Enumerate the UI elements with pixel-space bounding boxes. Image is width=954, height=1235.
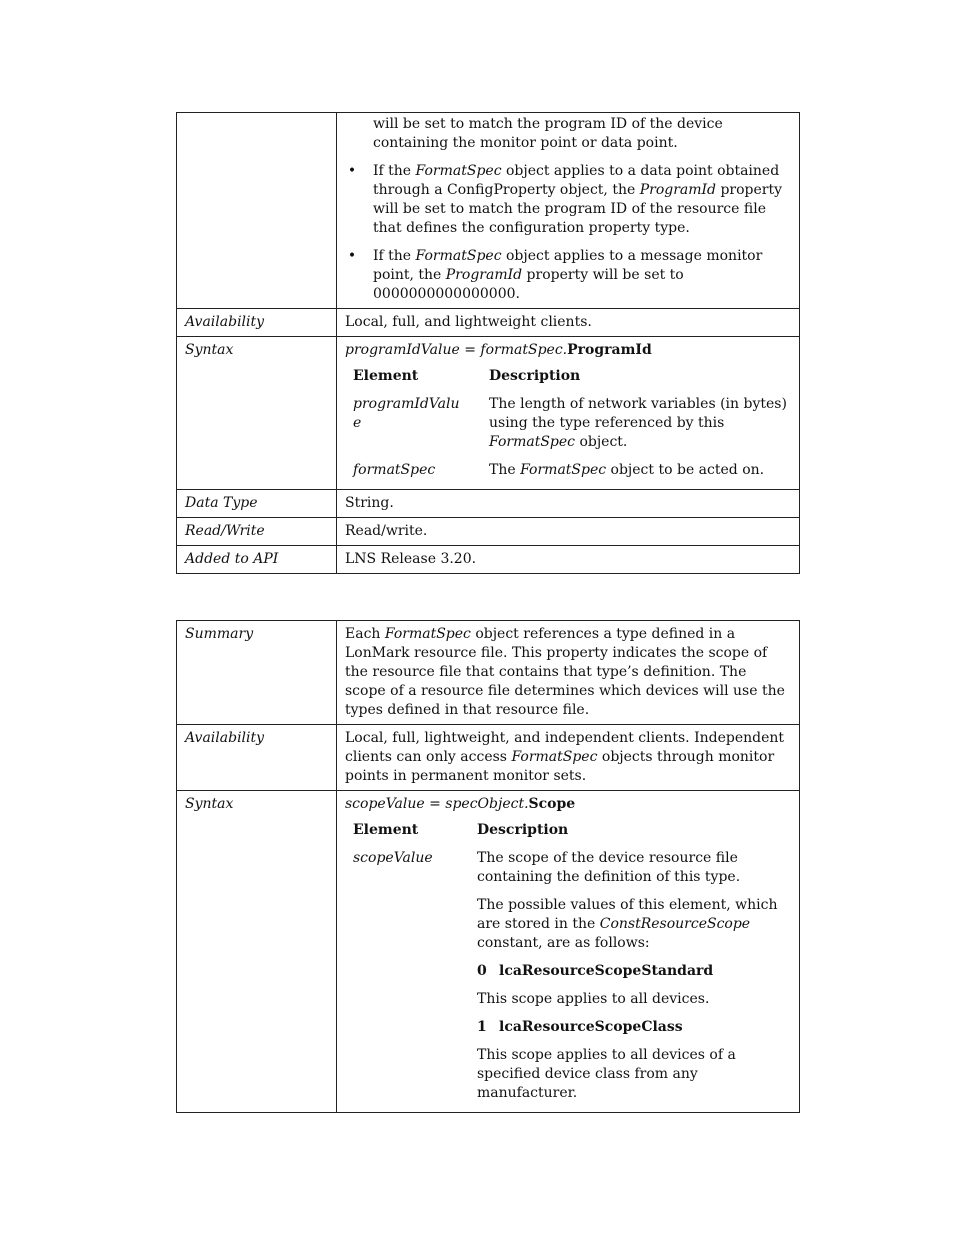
description-header: Description: [477, 822, 569, 838]
element-name: scopeValue: [353, 850, 433, 866]
read-write-row: [177, 518, 800, 546]
element-header: Element: [353, 368, 419, 384]
element-name: formatSpec: [353, 462, 436, 478]
description-header: Description: [489, 368, 581, 384]
bullet-list: [345, 162, 791, 304]
syntax-expression: programIdValue = formatSpec.ProgramId: [345, 342, 652, 358]
continuation-label-cell: [177, 113, 337, 309]
read-write-label: Read/Write: [177, 518, 337, 546]
element-row: [345, 395, 791, 461]
syntax-row: [177, 791, 800, 1113]
description-paragraph: The scope of the device resource file containing the definition of this type.: [477, 850, 741, 885]
bullet-item: • If the FormatSpec object applies to a message monitor point, the ProgramId property will be set to 0000000000000000.: [345, 247, 791, 304]
syntax-content: [337, 337, 800, 490]
added-to-api-row: [177, 546, 800, 574]
element-description: The FormatSpec object to be acted on.: [489, 462, 765, 478]
element-header: Element: [353, 822, 419, 838]
scope-value-description: This scope applies to all devices of a specified device class from any manufacturer.: [477, 1047, 736, 1101]
availability-value: Local, full, lightweight, and independent clients. Independent clients can only access FormatSpec objects through monitor points in permanent monitor sets.: [337, 725, 800, 791]
syntax-label: Syntax: [177, 337, 337, 490]
bullet-icon: •: [347, 163, 357, 179]
syntax-row: [177, 337, 800, 490]
summary-label: Summary: [177, 621, 337, 725]
added-to-api-label: Added to API: [177, 546, 337, 574]
data-type-label: Data Type: [177, 490, 337, 518]
availability-value: Local, full, and lightweight clients.: [337, 309, 800, 337]
element-header-row: [345, 367, 791, 395]
availability-row: [177, 725, 800, 791]
element-description: [469, 849, 791, 1112]
programid-property-table: [176, 112, 800, 574]
syntax-content: [337, 791, 800, 1113]
element-table: [345, 367, 791, 489]
scope-value-description: This scope applies to all devices.: [477, 991, 710, 1007]
continuation-content-cell: [337, 113, 800, 309]
read-write-value: Read/write.: [337, 518, 800, 546]
bullet-item: • If the FormatSpec object applies to a data point obtained through a ConfigProperty object, the ProgramId property will be set to match the program ID of the resource file that defines the configuration property type.: [345, 162, 791, 238]
scope-property-table: [176, 620, 800, 1113]
syntax-expression: scopeValue = specObject.Scope: [345, 796, 576, 812]
availability-row: [177, 309, 800, 337]
summary-value: Each FormatSpec object references a type defined in a LonMark resource file. This property indicates the scope of the resource file that contains that type’s definition. The scope of a resource file determines which devices will use the types defined in that resource file.: [337, 621, 800, 725]
data-type-value: String.: [337, 490, 800, 518]
element-description: The length of network variables (in bytes) using the type referenced by this FormatSpec object.: [489, 396, 787, 450]
added-to-api-value: LNS Release 3.20.: [337, 546, 800, 574]
scope-value-heading: 1 lcaResourceScopeClass: [477, 1019, 683, 1035]
bullet-icon: •: [347, 248, 357, 264]
availability-label: Availability: [177, 725, 337, 791]
element-name: programIdValu e: [353, 396, 460, 431]
element-header-row: [345, 821, 791, 849]
continuation-row: [177, 113, 800, 309]
summary-row: [177, 621, 800, 725]
syntax-label: Syntax: [177, 791, 337, 1113]
element-row: [345, 461, 791, 489]
continuation-text: will be set to match the program ID of the device containing the monitor point or data point.: [373, 116, 723, 151]
data-type-row: [177, 490, 800, 518]
element-table: [345, 821, 791, 1112]
scope-value-heading: 0 lcaResourceScopeStandard: [477, 963, 714, 979]
availability-label: Availability: [177, 309, 337, 337]
description-paragraph: The possible values of this element, which are stored in the ConstResourceScope constant, are as follows:: [477, 897, 778, 951]
element-row: [345, 849, 791, 1112]
